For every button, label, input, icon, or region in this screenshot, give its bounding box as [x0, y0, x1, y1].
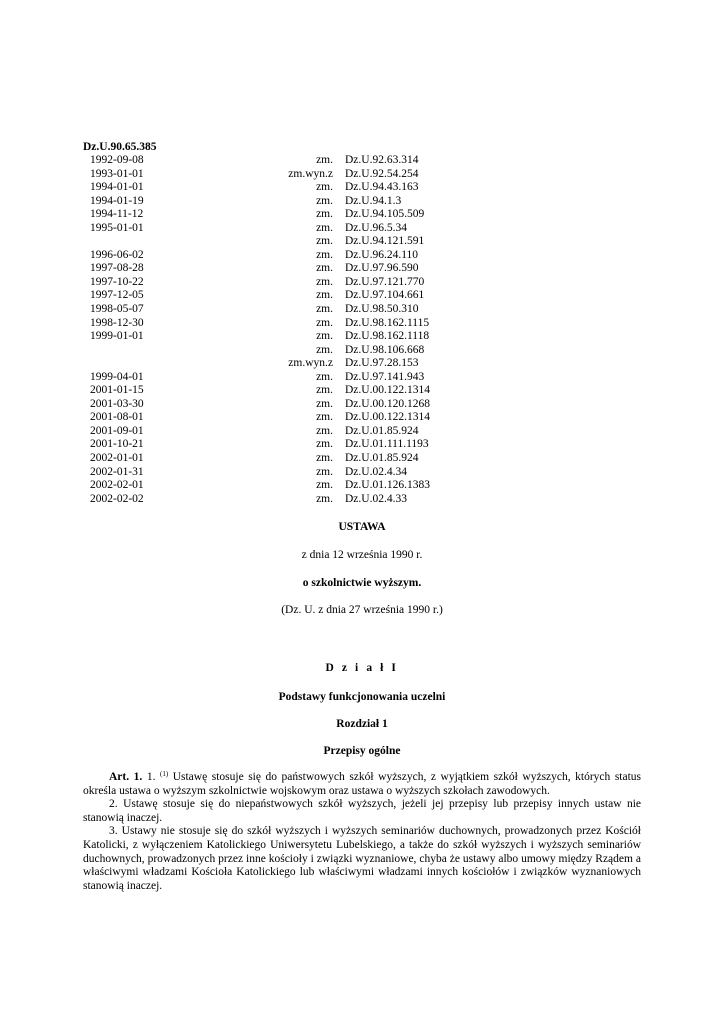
article-paragraph-1: [83, 771, 641, 798]
act-title: USTAWA: [338, 521, 386, 533]
amendment-date: 1999-04-01: [90, 370, 144, 383]
amendment-date: 1999-01-01: [90, 330, 144, 343]
amendment-date: [83, 344, 183, 358]
amendment-row: [83, 154, 430, 168]
amendment-ref: Dz.U.97.96.590: [345, 262, 419, 275]
amendment-date: 1998-05-07: [90, 303, 144, 316]
amendment-type: zm.: [316, 221, 333, 234]
amendment-ref: Dz.U.98.162.1118: [345, 330, 430, 343]
amendment-date: 1997-12-05: [90, 289, 144, 302]
amendment-type: zm.: [316, 248, 333, 261]
amendment-type: zm.: [316, 492, 333, 505]
amendment-row: [83, 235, 430, 249]
amendment-list: [83, 154, 430, 506]
amendment-ref: Dz.U.94.121.591: [345, 235, 425, 248]
amendment-ref: Dz.U.01.111.1193: [345, 438, 429, 451]
amendment-row: [83, 479, 430, 493]
amendment-date: 1998-12-30: [90, 316, 144, 329]
amendment-ref: Dz.U.02.4.34: [345, 465, 407, 478]
amendment-type: zm.: [316, 343, 333, 356]
amendment-type: zm.: [316, 438, 333, 451]
amendment-ref: Dz.U.00.122.1314: [345, 384, 430, 397]
amendment-ref: Dz.U.94.105.509: [345, 208, 425, 221]
amendment-ref: Dz.U.97.121.770: [345, 275, 425, 288]
amendment-row: [83, 438, 430, 452]
footnote-marker: (1): [160, 770, 169, 778]
act-publication: (Dz. U. z dnia 27 września 1990 r.): [281, 604, 443, 616]
amendment-type: zm.: [316, 262, 333, 275]
amendment-type: zm.: [316, 370, 333, 383]
division-title: Podstawy funkcjonowania uczelni: [278, 691, 446, 703]
amendment-ref: Dz.U.00.122.1314: [345, 411, 430, 424]
amendment-type: zm.: [316, 411, 333, 424]
amendment-row: [83, 493, 430, 507]
amendment-row: [83, 195, 430, 209]
amendment-row: [83, 425, 430, 439]
amendment-date: 2001-10-21: [90, 438, 144, 451]
amendment-type: zm.: [316, 154, 333, 166]
amendment-ref: Dz.U.94.1.3: [345, 194, 402, 207]
amendment-ref: Dz.U.92.54.254: [345, 167, 419, 180]
paragraph-number: 1.: [146, 771, 156, 783]
amendment-type: zm.: [316, 194, 333, 207]
amendment-row: [83, 357, 430, 371]
amendment-row: [83, 222, 430, 236]
amendment-date: 2002-01-31: [90, 465, 144, 478]
amendment-ref: Dz.U.00.120.1268: [345, 397, 430, 410]
amendment-row: [83, 330, 430, 344]
amendment-row: [83, 249, 430, 263]
act-date: z dnia 12 września 1990 r.: [301, 549, 423, 561]
chapter-title: Przepisy ogólne: [323, 745, 401, 757]
amendment-row: [83, 384, 430, 398]
amendment-row: [83, 411, 430, 425]
amendment-date: 2001-08-01: [90, 411, 144, 424]
document-id: Dz.U.90.65.385: [83, 141, 157, 153]
amendment-date: 1995-01-01: [90, 221, 144, 234]
amendment-date: 1994-01-01: [90, 181, 144, 194]
amendment-row: [83, 452, 430, 466]
amendment-date: 2001-01-15: [90, 384, 144, 397]
amendment-type: zm.: [316, 289, 333, 302]
article-label: Art. 1.: [109, 771, 143, 783]
amendment-date: 2002-02-01: [90, 479, 144, 492]
amendment-ref: Dz.U.01.85.924: [345, 424, 419, 437]
amendment-ref: Dz.U.97.28.153: [345, 357, 419, 370]
amendment-row: [83, 398, 430, 412]
amendment-date: 2002-01-01: [90, 452, 144, 465]
amendment-date: [83, 235, 183, 249]
amendment-row: [83, 276, 430, 290]
amendment-type: zm.: [316, 275, 333, 288]
amendment-date: 1993-01-01: [90, 167, 144, 180]
amendment-row: [83, 168, 430, 182]
amendment-row: [83, 344, 430, 358]
amendment-date: 2001-03-30: [90, 397, 144, 410]
amendment-type: zm.: [316, 330, 333, 343]
amendment-ref: Dz.U.01.126.1383: [345, 479, 430, 492]
amendment-date: 2001-09-01: [90, 424, 144, 437]
amendment-type: zm.: [316, 384, 333, 397]
amendment-date: 1994-01-19: [90, 194, 144, 207]
paragraph-text: Ustawę stosuje się do państwowych szkół wyższych, z wyjątkiem szkół wyższych, których status określa ustawa o wyższym szkolnictwie wojskowym oraz ustawa o wyższych szkołach zawodowych.: [83, 771, 642, 797]
division-label: D z i a ł I: [325, 662, 399, 674]
amendment-ref: Dz.U.02.4.33: [345, 492, 407, 505]
amendment-date: [83, 357, 183, 371]
amendment-type: zm.: [316, 303, 333, 316]
article-paragraph-2: 2. Ustawę stosuje się do niepaństwowych szkół wyższych, jeżeli jej przepisy lub przepisy innych ustaw nie stanowią inaczej.: [83, 798, 641, 824]
amendment-date: 1997-08-28: [90, 262, 144, 275]
amendment-ref: Dz.U.01.85.924: [345, 452, 419, 465]
amendment-ref: Dz.U.94.43.163: [345, 181, 419, 194]
amendment-date: 1992-09-08: [90, 154, 144, 166]
amendment-ref: Dz.U.98.50.310: [345, 303, 419, 316]
amendment-ref: Dz.U.92.63.314: [345, 154, 419, 166]
amendment-ref: Dz.U.97.104.661: [345, 289, 425, 302]
amendment-date: 2002-02-02: [90, 492, 144, 505]
amendment-date: 1996-06-02: [90, 248, 144, 261]
amendment-date: 1994-11-12: [90, 208, 144, 221]
amendment-type: zm.: [316, 424, 333, 437]
amendment-type: zm.: [316, 465, 333, 478]
amendment-type: zm.: [316, 235, 333, 248]
amendment-type: zm.wyn.z: [288, 167, 333, 180]
amendment-type: zm.: [316, 208, 333, 221]
amendment-ref: Dz.U.98.162.1115: [345, 316, 430, 329]
amendment-row: [83, 262, 430, 276]
amendment-type: zm.: [316, 479, 333, 492]
amendment-ref: Dz.U.96.24.110: [345, 248, 419, 261]
amendment-type: zm.: [316, 452, 333, 465]
amendment-row: [83, 289, 430, 303]
amendment-row: [83, 181, 430, 195]
amendment-ref: Dz.U.97.141.943: [345, 370, 425, 383]
amendment-row: [83, 208, 430, 222]
article-paragraph-3: 3. Ustawy nie stosuje się do szkół wyższych i wyższych seminariów duchownych, prowadzonych przez Kościół Katolicki, z wyłączeniem Katolickiego Uniwersytetu Lubelskiego, a także do szkół wyższych i wyższych seminariów duchownych, prowadzonych przez inne kościoły i związki wyznaniowe, chyba że ustawy albo umowy między Rządem a właściwymi władzami Kościoła Katolickiego lub właściwymi władzami innych kościołów i związków wyznaniowych stanowią inaczej.: [83, 825, 641, 892]
chapter-label: Rozdział 1: [336, 718, 388, 730]
amendment-type: zm.: [316, 316, 333, 329]
article-body: [83, 771, 641, 893]
amendment-row: [83, 466, 430, 480]
amendment-ref: Dz.U.96.5.34: [345, 221, 407, 234]
amendment-type: zm.: [316, 397, 333, 410]
act-subject: o szkolnictwie wyższym.: [302, 577, 422, 589]
amendment-row: [83, 317, 430, 331]
amendment-row: [83, 371, 430, 385]
amendment-ref: Dz.U.98.106.668: [345, 343, 425, 356]
amendment-type: zm.: [316, 181, 333, 194]
amendment-row: [83, 303, 430, 317]
amendment-date: 1997-10-22: [90, 275, 144, 288]
amendment-type: zm.wyn.z: [288, 357, 333, 370]
